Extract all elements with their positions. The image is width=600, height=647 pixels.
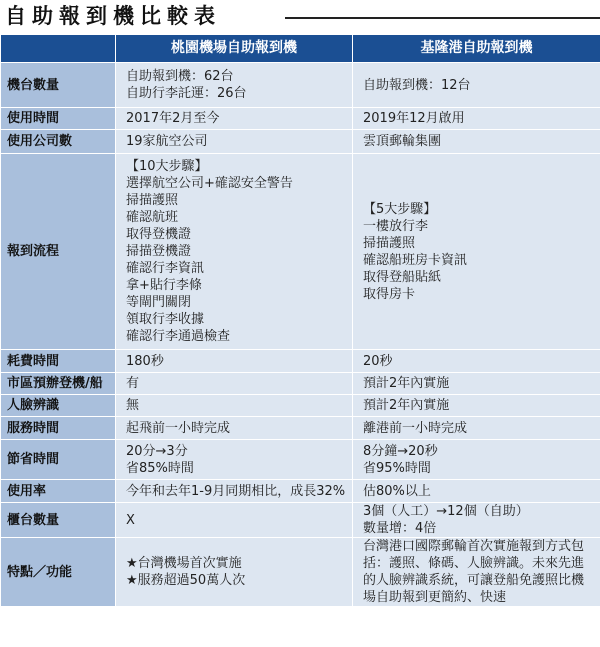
cell-line: 一樓放行李 [363,218,429,234]
table-body [1,63,600,607]
cell-line: 19家航空公司 [126,134,208,149]
cell-line: 2019年12月啟用 [363,111,465,126]
cell-taoyuan [116,480,353,503]
cell-keelung [353,154,600,350]
cell-taoyuan [116,503,353,538]
cell-keelung [353,503,600,538]
cell-line: 確認行李資訊 [126,261,205,276]
row-label: 使用率 [1,480,116,503]
cell-line: 自助行李託運：26台 [126,86,247,101]
cell-line: 8分鐘→20秒 [363,443,438,459]
cell-taoyuan [116,108,353,130]
cell-line: 取得房卡 [363,286,416,302]
row-label: 使用時間 [1,108,116,130]
table-row [1,350,600,373]
cell-taoyuan [116,395,353,417]
title-row [0,0,600,34]
row-label: 報到流程 [1,154,116,350]
cell-line: 確認行李通過檢查 [126,329,231,344]
cell-taoyuan [116,373,353,395]
cell-keelung [353,63,600,108]
table-row [1,538,600,607]
cell-taoyuan [116,417,353,440]
cell-keelung [353,395,600,417]
cell-line: 省95%時間 [363,460,431,476]
cell-line: 20分→3分 [126,443,188,459]
cell-line: 等閘門關閉 [126,295,192,310]
table-row [1,108,600,130]
row-label: 櫃台數量 [1,503,116,538]
page-title: 自助報到機比較表 [5,4,221,28]
cell-line: 有 [126,376,140,391]
cell-line: X [126,512,135,528]
cell-line: 拿+貼行李條 [126,278,202,293]
cell-taoyuan [116,440,353,480]
cell-taoyuan [116,538,353,607]
table-row [1,480,600,503]
cell-keelung [353,480,600,503]
cell-line: 省85%時間 [126,460,194,476]
cell-taoyuan [116,350,353,373]
header-keelung-port: 基隆港自助報到機 [353,35,600,63]
cell-line: 估80%以上 [363,483,431,499]
cell-line: 預計2年內實施 [363,398,450,413]
table-row [1,130,600,154]
table-row [1,395,600,417]
cell-line: 領取行李收據 [126,312,205,327]
cell-taoyuan [116,130,353,154]
header-taoyuan-airport: 桃園機場自助報到機 [116,35,353,63]
cell-line: ★服務超過50萬人次 [126,573,246,588]
cell-line: 180秒 [126,353,164,369]
cell-keelung [353,417,600,440]
title-divider [285,17,600,19]
cell-line: 數量增：4倍 [363,521,437,536]
table-row [1,373,600,395]
comparison-table [0,34,600,607]
cell-line: ★台灣機場首次實施 [126,556,242,571]
row-label: 使用公司數 [1,130,116,154]
cell-line: 20秒 [363,353,393,369]
cell-line: 選擇航空公司+確認安全警告 [126,176,293,191]
cell-line: 雲頂郵輪集團 [363,134,442,149]
cell-taoyuan [116,63,353,108]
cell-line: 無 [126,398,140,413]
header-corner [1,35,116,63]
table-row [1,417,600,440]
cell-line: 掃描護照 [126,193,179,208]
row-label: 特點／功能 [1,538,116,607]
row-label: 人臉辨識 [1,395,116,417]
cell-line: 3個（人工）→12個（自助） [363,504,529,519]
cell-line: 掃描護照 [363,235,416,251]
cell-taoyuan [116,154,353,350]
cell-keelung [353,440,600,480]
cell-line: 今年和去年1-9月同期相比，成長32% [126,483,346,499]
table-header-row [1,35,600,63]
table-row [1,154,600,350]
cell-line: 確認船班房卡資訊 [363,252,468,268]
cell-keelung [353,108,600,130]
cell-line: 【5大步驟】 [363,201,437,217]
table-row [1,63,600,108]
table-row [1,503,600,538]
cell-keelung [353,538,600,607]
cell-line: 掃描登機證 [126,244,192,259]
cell-line: 確認航班 [126,210,179,225]
cell-line: 取得登船貼紙 [363,269,442,285]
cell-line: 離港前一小時完成 [363,420,468,436]
cell-line: 自助報到機：12台 [363,77,471,93]
cell-line: 【10大步驟】 [126,159,208,174]
cell-line: 預計2年內實施 [363,376,450,391]
cell-keelung [353,373,600,395]
table-row [1,440,600,480]
cell-line: 取得登機證 [126,227,192,242]
cell-line: 2017年2月至今 [126,111,220,126]
row-label: 節省時間 [1,440,116,480]
cell-keelung [353,350,600,373]
cell-line: 起飛前一小時完成 [126,420,231,436]
row-label: 機台數量 [1,63,116,108]
row-label: 服務時間 [1,417,116,440]
cell-line: 台灣港口國際郵輪首次實施報到方式包括：護照、條碼、人臉辨識。未來先進的人臉辨識系統，可讓登船免護照比機場自助報到更簡約、快速 [363,539,585,605]
cell-line: 自助報到機：62台 [126,69,234,84]
cell-keelung [353,130,600,154]
row-label: 耗費時間 [1,350,116,373]
row-label: 市區預辦登機/船 [1,373,116,395]
